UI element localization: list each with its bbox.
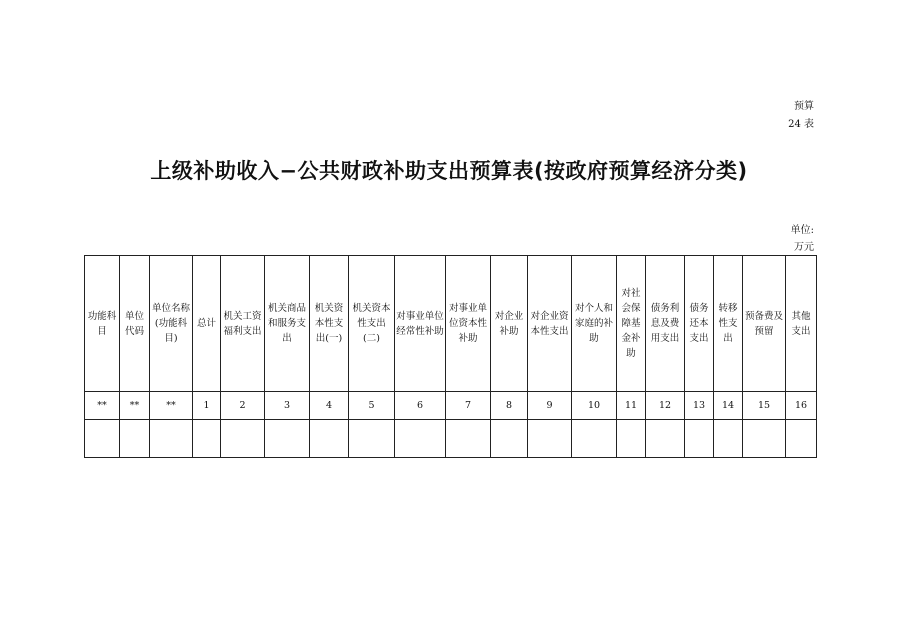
data-cell	[572, 420, 617, 458]
data-cell	[617, 420, 646, 458]
data-cell	[714, 420, 743, 458]
column-code: 16	[786, 392, 817, 420]
column-header: 对社会保障基金补助	[617, 256, 646, 392]
column-header: 对事业单位资本性补助	[446, 256, 491, 392]
table-header-row	[85, 256, 817, 392]
data-cell	[395, 420, 446, 458]
table-code-row	[85, 392, 817, 420]
column-code: 5	[349, 392, 395, 420]
column-code: 8	[491, 392, 528, 420]
column-code: 15	[743, 392, 786, 420]
column-header: 对企业补助	[491, 256, 528, 392]
column-header: 单位名称(功能科目)	[150, 256, 193, 392]
column-code: 11	[617, 392, 646, 420]
column-code: 6	[395, 392, 446, 420]
data-cell	[85, 420, 120, 458]
column-header: 对企业资本性支出	[528, 256, 572, 392]
data-cell	[446, 420, 491, 458]
table-data-row	[85, 420, 817, 458]
data-cell	[150, 420, 193, 458]
column-header: 对个人和家庭的补助	[572, 256, 617, 392]
column-header: 对事业单位经常性补助	[395, 256, 446, 392]
column-code: **	[150, 392, 193, 420]
column-code: **	[120, 392, 150, 420]
form-number	[788, 98, 814, 134]
data-cell	[349, 420, 395, 458]
column-code: 14	[714, 392, 743, 420]
column-header: 预备费及预留	[743, 256, 786, 392]
data-cell	[786, 420, 817, 458]
data-cell	[265, 420, 310, 458]
column-header: 机关资本性支出(二)	[349, 256, 395, 392]
data-cell	[310, 420, 349, 458]
column-code: 1	[193, 392, 221, 420]
column-header: 机关资本性支出(一)	[310, 256, 349, 392]
column-code: 7	[446, 392, 491, 420]
column-code: 4	[310, 392, 349, 420]
unit-label-line1: 单位:	[790, 225, 814, 236]
column-code: 9	[528, 392, 572, 420]
column-header: 机关工资福利支出	[221, 256, 265, 392]
data-cell	[491, 420, 528, 458]
column-header: 转移性支出	[714, 256, 743, 392]
data-cell	[221, 420, 265, 458]
data-cell	[685, 420, 714, 458]
form-number-line2: 24 表	[788, 119, 814, 130]
page-title: 上级补助收入−公共财政补助支出预算表(按政府预算经济分类)	[150, 159, 748, 183]
budget-table	[84, 255, 817, 458]
column-header: 债务利息及费用支出	[646, 256, 685, 392]
data-cell	[193, 420, 221, 458]
data-cell	[528, 420, 572, 458]
column-header: 单位代码	[120, 256, 150, 392]
data-cell	[646, 420, 685, 458]
data-cell	[120, 420, 150, 458]
column-code: 3	[265, 392, 310, 420]
form-number-line1: 预算	[794, 101, 814, 112]
column-code: **	[85, 392, 120, 420]
column-code: 2	[221, 392, 265, 420]
column-code: 10	[572, 392, 617, 420]
data-cell	[743, 420, 786, 458]
column-code: 13	[685, 392, 714, 420]
column-code: 12	[646, 392, 685, 420]
unit-label-line2: 万元	[794, 242, 814, 253]
column-header: 总计	[193, 256, 221, 392]
column-header: 功能科目	[85, 256, 120, 392]
unit-label	[791, 222, 814, 256]
column-header: 机关商品和服务支出	[265, 256, 310, 392]
column-header: 债务还本支出	[685, 256, 714, 392]
column-header: 其他支出	[786, 256, 817, 392]
